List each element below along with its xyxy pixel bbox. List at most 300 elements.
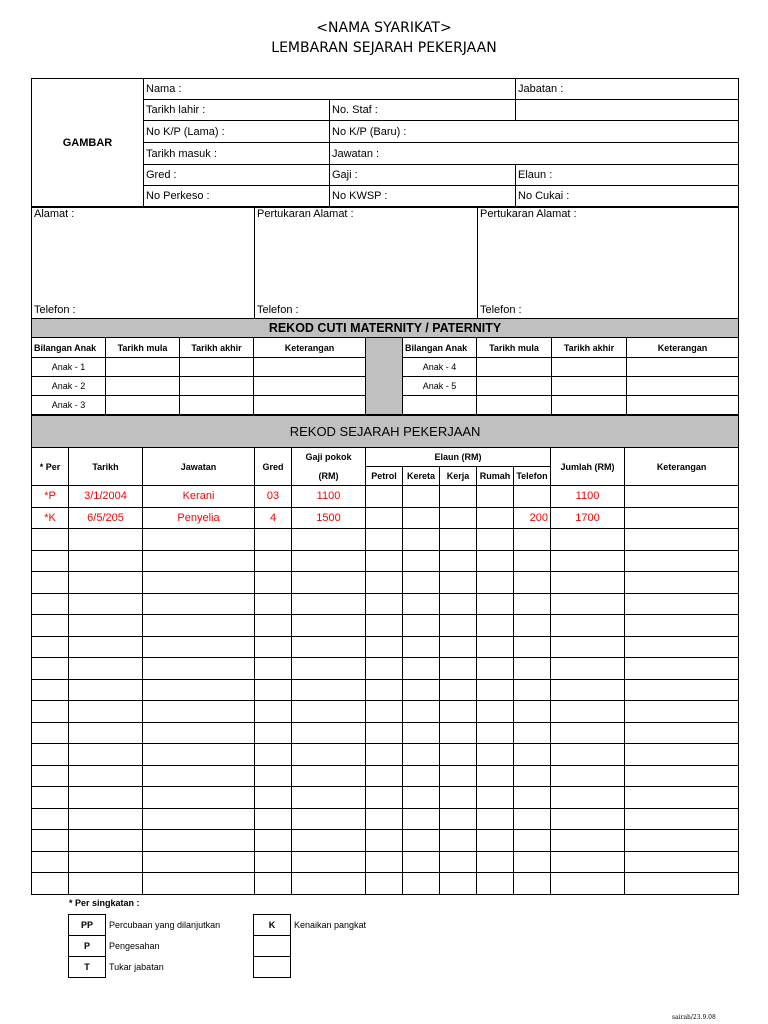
cell-telefon[interactable] bbox=[514, 765, 551, 787]
cell-jumlah[interactable] bbox=[551, 808, 625, 830]
cell-telefon[interactable] bbox=[514, 851, 551, 873]
cell-jawatan[interactable]: Penyelia bbox=[143, 507, 255, 529]
cell-petrol[interactable] bbox=[366, 658, 403, 680]
maternity-cell[interactable] bbox=[254, 377, 366, 396]
cell-gaji[interactable] bbox=[292, 550, 366, 572]
history-row-empty bbox=[32, 873, 739, 895]
cell-tarikh[interactable] bbox=[69, 830, 143, 852]
cell-kerja[interactable] bbox=[440, 765, 477, 787]
cell-kerja[interactable] bbox=[440, 529, 477, 551]
col-bilangan-anak: Bilangan Anak bbox=[32, 338, 106, 358]
photo-box[interactable] bbox=[32, 79, 144, 207]
maternity-cell[interactable] bbox=[106, 396, 180, 415]
cell-gred[interactable] bbox=[255, 636, 292, 658]
legend-desc: Tukar jabatan bbox=[109, 962, 164, 972]
field-no-kwsp[interactable]: No KWSP : bbox=[330, 186, 516, 207]
cell-kereta[interactable] bbox=[403, 636, 440, 658]
field-no-kp-baru[interactable]: No K/P (Baru) : bbox=[330, 121, 739, 143]
maternity-cell[interactable] bbox=[180, 358, 254, 377]
cell-per[interactable] bbox=[32, 851, 69, 873]
maternity-cell[interactable] bbox=[627, 358, 739, 377]
cell-gaji[interactable] bbox=[292, 744, 366, 766]
cell-petrol[interactable] bbox=[366, 593, 403, 615]
cell-kerja[interactable] bbox=[440, 550, 477, 572]
cell-rumah[interactable] bbox=[477, 808, 514, 830]
cell-per[interactable] bbox=[32, 679, 69, 701]
cell-jawatan[interactable] bbox=[143, 529, 255, 551]
cell-gred[interactable] bbox=[255, 851, 292, 873]
history-title: REKOD SEJARAH PEKERJAAN bbox=[32, 416, 739, 448]
cell-gaji[interactable]: 1500 bbox=[292, 507, 366, 529]
anak-label: Anak - 1 bbox=[32, 358, 106, 377]
cell-telefon[interactable] bbox=[514, 679, 551, 701]
field-nama[interactable]: Nama : bbox=[144, 79, 516, 100]
cell-jumlah[interactable] bbox=[551, 529, 625, 551]
maternity-cell[interactable] bbox=[180, 396, 254, 415]
maternity-cell[interactable] bbox=[552, 396, 627, 415]
cell-tarikh[interactable] bbox=[69, 873, 143, 895]
cell-gaji[interactable] bbox=[292, 722, 366, 744]
cell-jawatan[interactable] bbox=[143, 873, 255, 895]
cell-kerja[interactable] bbox=[440, 851, 477, 873]
cell-jawatan[interactable] bbox=[143, 636, 255, 658]
cell-telefon[interactable] bbox=[514, 830, 551, 852]
cell-telefon[interactable] bbox=[514, 550, 551, 572]
cell-rumah[interactable] bbox=[477, 851, 514, 873]
cell-keterangan[interactable] bbox=[625, 529, 739, 551]
cell-kereta[interactable] bbox=[403, 679, 440, 701]
cell-per[interactable]: *K bbox=[32, 507, 69, 529]
maternity-cell[interactable] bbox=[552, 358, 627, 377]
maternity-cell[interactable] bbox=[180, 377, 254, 396]
field-no-staf[interactable]: No. Staf : bbox=[330, 100, 516, 121]
cell-jawatan[interactable] bbox=[143, 679, 255, 701]
cell-keterangan[interactable] bbox=[625, 636, 739, 658]
cell-telefon[interactable] bbox=[514, 808, 551, 830]
cell-jawatan[interactable] bbox=[143, 550, 255, 572]
cell-petrol[interactable] bbox=[366, 550, 403, 572]
history-row bbox=[32, 507, 739, 529]
cell-petrol[interactable] bbox=[366, 787, 403, 809]
col-jumlah: Jumlah (RM) bbox=[551, 448, 625, 486]
cell-gred[interactable] bbox=[255, 572, 292, 594]
field-tarikh-masuk[interactable]: Tarikh masuk : bbox=[144, 143, 330, 165]
cell-kerja[interactable] bbox=[440, 744, 477, 766]
cell-telefon[interactable] bbox=[514, 873, 551, 895]
cell-jumlah[interactable] bbox=[551, 851, 625, 873]
cell-telefon[interactable] bbox=[514, 529, 551, 551]
cell-rumah[interactable] bbox=[477, 550, 514, 572]
cell-petrol[interactable] bbox=[366, 636, 403, 658]
cell-tarikh[interactable] bbox=[69, 529, 143, 551]
cell-keterangan[interactable] bbox=[625, 615, 739, 637]
cell-tarikh[interactable] bbox=[69, 787, 143, 809]
cell-per[interactable] bbox=[32, 615, 69, 637]
cell-petrol[interactable] bbox=[366, 765, 403, 787]
cell-jawatan[interactable] bbox=[143, 808, 255, 830]
cell-keterangan[interactable] bbox=[625, 679, 739, 701]
cell-tarikh[interactable] bbox=[69, 615, 143, 637]
cell-petrol[interactable] bbox=[366, 722, 403, 744]
cell-gred[interactable] bbox=[255, 529, 292, 551]
cell-petrol[interactable] bbox=[366, 679, 403, 701]
maternity-cell[interactable] bbox=[254, 358, 366, 377]
cell-keterangan[interactable] bbox=[625, 830, 739, 852]
cell-per[interactable] bbox=[32, 873, 69, 895]
maternity-cell[interactable] bbox=[477, 396, 552, 415]
cell-keterangan[interactable] bbox=[625, 808, 739, 830]
cell-tarikh[interactable]: 3/1/2004 bbox=[69, 486, 143, 508]
cell-petrol[interactable] bbox=[366, 486, 403, 508]
cell-jawatan[interactable]: Kerani bbox=[143, 486, 255, 508]
cell-kerja[interactable] bbox=[440, 615, 477, 637]
cell-petrol[interactable] bbox=[366, 808, 403, 830]
cell-telefon[interactable] bbox=[514, 658, 551, 680]
cell-keterangan[interactable] bbox=[625, 507, 739, 529]
cell-tarikh[interactable] bbox=[69, 722, 143, 744]
cell-rumah[interactable] bbox=[477, 636, 514, 658]
cell-kereta[interactable] bbox=[403, 658, 440, 680]
cell-jumlah[interactable] bbox=[551, 679, 625, 701]
cell-kerja[interactable] bbox=[440, 507, 477, 529]
cell-jumlah[interactable] bbox=[551, 701, 625, 723]
cell-gaji[interactable] bbox=[292, 830, 366, 852]
history-table bbox=[31, 415, 739, 895]
cell-gred[interactable] bbox=[255, 787, 292, 809]
cell-per[interactable] bbox=[32, 529, 69, 551]
cell-jawatan[interactable] bbox=[143, 701, 255, 723]
cell-kereta[interactable] bbox=[403, 701, 440, 723]
cell-jawatan[interactable] bbox=[143, 658, 255, 680]
cell-jumlah[interactable] bbox=[551, 873, 625, 895]
cell-petrol[interactable] bbox=[366, 830, 403, 852]
cell-kerja[interactable] bbox=[440, 679, 477, 701]
cell-rumah[interactable] bbox=[477, 744, 514, 766]
history-row-empty bbox=[32, 658, 739, 680]
cell-gred[interactable] bbox=[255, 701, 292, 723]
cell-jumlah[interactable] bbox=[551, 787, 625, 809]
telefon-label: Telefon : bbox=[257, 304, 299, 316]
cell-gred[interactable]: 03 bbox=[255, 486, 292, 508]
cell-petrol[interactable] bbox=[366, 873, 403, 895]
cell-kereta[interactable] bbox=[403, 615, 440, 637]
cell-gred[interactable] bbox=[255, 744, 292, 766]
cell-jumlah[interactable] bbox=[551, 722, 625, 744]
cell-tarikh[interactable] bbox=[69, 593, 143, 615]
cell-kerja[interactable] bbox=[440, 572, 477, 594]
cell-jawatan[interactable] bbox=[143, 615, 255, 637]
cell-keterangan[interactable] bbox=[625, 572, 739, 594]
cell-gred[interactable] bbox=[255, 658, 292, 680]
cell-tarikh[interactable] bbox=[69, 572, 143, 594]
cell-kereta[interactable] bbox=[403, 808, 440, 830]
cell-keterangan[interactable] bbox=[625, 486, 739, 508]
address-box[interactable] bbox=[32, 208, 255, 319]
cell-kereta[interactable] bbox=[403, 744, 440, 766]
cell-kereta[interactable] bbox=[403, 529, 440, 551]
cell-telefon[interactable] bbox=[514, 615, 551, 637]
cell-kerja[interactable] bbox=[440, 787, 477, 809]
cell-gaji[interactable] bbox=[292, 701, 366, 723]
cell-rumah[interactable] bbox=[477, 765, 514, 787]
cell-jawatan[interactable] bbox=[143, 593, 255, 615]
cell-tarikh[interactable] bbox=[69, 744, 143, 766]
cell-rumah[interactable] bbox=[477, 722, 514, 744]
col-tarikh: Tarikh bbox=[69, 448, 143, 486]
history-row-empty bbox=[32, 851, 739, 873]
legend-desc: Kenaikan pangkat bbox=[294, 920, 367, 930]
cell-jawatan[interactable] bbox=[143, 830, 255, 852]
cell-gaji[interactable] bbox=[292, 529, 366, 551]
cell-gred[interactable]: 4 bbox=[255, 507, 292, 529]
cell-jumlah[interactable] bbox=[551, 744, 625, 766]
cell-per[interactable] bbox=[32, 830, 69, 852]
cell-per[interactable]: *P bbox=[32, 486, 69, 508]
legend-code: PP bbox=[69, 915, 106, 936]
cell-gaji[interactable] bbox=[292, 636, 366, 658]
cell-rumah[interactable] bbox=[477, 701, 514, 723]
cell-gaji[interactable] bbox=[292, 658, 366, 680]
history-row-empty bbox=[32, 830, 739, 852]
col-kerja: Kerja bbox=[440, 467, 477, 486]
cell-keterangan[interactable] bbox=[625, 787, 739, 809]
cell-gred[interactable] bbox=[255, 593, 292, 615]
field-no-perkeso[interactable]: No Perkeso : bbox=[144, 186, 330, 207]
legend-desc: Percubaan yang dilanjutkan bbox=[109, 920, 221, 930]
legend-code: P bbox=[69, 936, 106, 957]
history-row-empty bbox=[32, 615, 739, 637]
cell-kerja[interactable] bbox=[440, 873, 477, 895]
cell-kereta[interactable] bbox=[403, 765, 440, 787]
cell-jawatan[interactable] bbox=[143, 765, 255, 787]
cell-per[interactable] bbox=[32, 658, 69, 680]
cell-kerja[interactable] bbox=[440, 593, 477, 615]
col-tarikh-mula: Tarikh mula bbox=[106, 338, 180, 358]
cell-gred[interactable] bbox=[255, 615, 292, 637]
cell-kerja[interactable] bbox=[440, 486, 477, 508]
cell-gaji[interactable] bbox=[292, 851, 366, 873]
cell-rumah[interactable] bbox=[477, 615, 514, 637]
cell-per[interactable] bbox=[32, 550, 69, 572]
cell-rumah[interactable] bbox=[477, 593, 514, 615]
cell-kereta[interactable] bbox=[403, 830, 440, 852]
cell-gaji[interactable] bbox=[292, 808, 366, 830]
cell-tarikh[interactable] bbox=[69, 851, 143, 873]
cell-kereta[interactable] bbox=[403, 507, 440, 529]
cell-kerja[interactable] bbox=[440, 830, 477, 852]
anak-label bbox=[403, 396, 477, 415]
cell-jawatan[interactable] bbox=[143, 722, 255, 744]
cell-jumlah[interactable]: 1700 bbox=[551, 507, 625, 529]
cell-kereta[interactable] bbox=[403, 572, 440, 594]
cell-kerja[interactable] bbox=[440, 636, 477, 658]
cell-petrol[interactable] bbox=[366, 744, 403, 766]
field-jabatan[interactable]: Jabatan : bbox=[516, 79, 739, 100]
cell-jumlah[interactable] bbox=[551, 593, 625, 615]
cell-petrol[interactable] bbox=[366, 615, 403, 637]
cell-per[interactable] bbox=[32, 787, 69, 809]
cell-rumah[interactable] bbox=[477, 873, 514, 895]
col-bilangan-anak: Bilangan Anak bbox=[403, 338, 477, 358]
history-row-empty bbox=[32, 765, 739, 787]
cell-kerja[interactable] bbox=[440, 658, 477, 680]
cell-tarikh[interactable] bbox=[69, 765, 143, 787]
cell-tarikh[interactable] bbox=[69, 679, 143, 701]
cell-tarikh[interactable] bbox=[69, 701, 143, 723]
cell-petrol[interactable] bbox=[366, 529, 403, 551]
cell-per[interactable] bbox=[32, 808, 69, 830]
cell-keterangan[interactable] bbox=[625, 873, 739, 895]
cell-petrol[interactable] bbox=[366, 572, 403, 594]
cell-rumah[interactable] bbox=[477, 486, 514, 508]
cell-jumlah[interactable] bbox=[551, 550, 625, 572]
cell-keterangan[interactable] bbox=[625, 658, 739, 680]
field-blank[interactable] bbox=[516, 100, 739, 121]
cell-kereta[interactable] bbox=[403, 787, 440, 809]
cell-gaji[interactable] bbox=[292, 593, 366, 615]
cell-jawatan[interactable] bbox=[143, 572, 255, 594]
maternity-cell[interactable] bbox=[477, 358, 552, 377]
cell-telefon[interactable] bbox=[514, 744, 551, 766]
col-rumah: Rumah bbox=[477, 467, 514, 486]
legend-desc bbox=[291, 957, 411, 978]
cell-jawatan[interactable] bbox=[143, 851, 255, 873]
cell-jumlah[interactable] bbox=[551, 658, 625, 680]
alamat-label: Alamat : bbox=[34, 208, 75, 220]
cell-kereta[interactable] bbox=[403, 873, 440, 895]
cell-gaji[interactable] bbox=[292, 787, 366, 809]
cell-rumah[interactable] bbox=[477, 572, 514, 594]
cell-telefon[interactable] bbox=[514, 722, 551, 744]
history-row-empty bbox=[32, 593, 739, 615]
field-jawatan[interactable]: Jawatan : bbox=[330, 143, 739, 165]
field-no-kp-lama[interactable]: No K/P (Lama) : bbox=[144, 121, 330, 143]
cell-gred[interactable] bbox=[255, 808, 292, 830]
maternity-cell[interactable] bbox=[627, 377, 739, 396]
photo-label: GAMBAR bbox=[62, 136, 113, 149]
cell-telefon[interactable] bbox=[514, 486, 551, 508]
cell-keterangan[interactable] bbox=[625, 765, 739, 787]
cell-tarikh[interactable] bbox=[69, 550, 143, 572]
field-tarikh-lahir[interactable]: Tarikh lahir : bbox=[144, 100, 330, 121]
cell-per[interactable] bbox=[32, 593, 69, 615]
cell-gaji[interactable] bbox=[292, 873, 366, 895]
address-change-box-2[interactable] bbox=[478, 208, 739, 319]
cell-keterangan[interactable] bbox=[625, 851, 739, 873]
maternity-cell[interactable] bbox=[477, 377, 552, 396]
cell-keterangan[interactable] bbox=[625, 722, 739, 744]
field-gred[interactable]: Gred : bbox=[144, 165, 330, 186]
cell-keterangan[interactable] bbox=[625, 593, 739, 615]
cell-jumlah[interactable] bbox=[551, 615, 625, 637]
cell-telefon[interactable] bbox=[514, 572, 551, 594]
maternity-cell[interactable] bbox=[552, 377, 627, 396]
cell-keterangan[interactable] bbox=[625, 744, 739, 766]
cell-gred[interactable] bbox=[255, 722, 292, 744]
cell-kereta[interactable] bbox=[403, 851, 440, 873]
cell-jawatan[interactable] bbox=[143, 787, 255, 809]
anak-label: Anak - 4 bbox=[403, 358, 477, 377]
field-elaun[interactable]: Elaun : bbox=[516, 165, 739, 186]
cell-telefon[interactable] bbox=[514, 787, 551, 809]
maternity-cell[interactable] bbox=[627, 396, 739, 415]
cell-kerja[interactable] bbox=[440, 808, 477, 830]
cell-kerja[interactable] bbox=[440, 701, 477, 723]
cell-gaji[interactable] bbox=[292, 615, 366, 637]
cell-jumlah[interactable] bbox=[551, 636, 625, 658]
cell-keterangan[interactable] bbox=[625, 701, 739, 723]
cell-jumlah[interactable] bbox=[551, 765, 625, 787]
cell-rumah[interactable] bbox=[477, 529, 514, 551]
cell-jawatan[interactable] bbox=[143, 744, 255, 766]
cell-rumah[interactable] bbox=[477, 787, 514, 809]
cell-per[interactable] bbox=[32, 636, 69, 658]
cell-rumah[interactable] bbox=[477, 658, 514, 680]
field-no-cukai[interactable]: No Cukai : bbox=[516, 186, 739, 207]
cell-per[interactable] bbox=[32, 744, 69, 766]
cell-gaji[interactable] bbox=[292, 572, 366, 594]
cell-jumlah[interactable] bbox=[551, 830, 625, 852]
cell-kereta[interactable] bbox=[403, 593, 440, 615]
cell-rumah[interactable] bbox=[477, 679, 514, 701]
cell-per[interactable] bbox=[32, 572, 69, 594]
cell-per[interactable] bbox=[32, 765, 69, 787]
cell-rumah[interactable] bbox=[477, 507, 514, 529]
cell-kerja[interactable] bbox=[440, 722, 477, 744]
cell-gred[interactable] bbox=[255, 830, 292, 852]
footer-note: sairah/23.9.08 bbox=[672, 1014, 716, 1021]
cell-telefon[interactable] bbox=[514, 701, 551, 723]
address-change-box-1[interactable] bbox=[255, 208, 478, 319]
cell-tarikh[interactable] bbox=[69, 808, 143, 830]
maternity-cell[interactable] bbox=[106, 358, 180, 377]
cell-kereta[interactable] bbox=[403, 722, 440, 744]
col-kereta: Kereta bbox=[403, 467, 440, 486]
cell-gred[interactable] bbox=[255, 765, 292, 787]
cell-kereta[interactable] bbox=[403, 550, 440, 572]
field-gaji[interactable]: Gaji : bbox=[330, 165, 516, 186]
cell-gaji[interactable]: 1100 bbox=[292, 486, 366, 508]
cell-rumah[interactable] bbox=[477, 830, 514, 852]
cell-gaji[interactable] bbox=[292, 765, 366, 787]
cell-per[interactable] bbox=[32, 701, 69, 723]
cell-jumlah[interactable]: 1100 bbox=[551, 486, 625, 508]
cell-jumlah[interactable] bbox=[551, 572, 625, 594]
cell-petrol[interactable] bbox=[366, 851, 403, 873]
maternity-cell[interactable] bbox=[254, 396, 366, 415]
maternity-cell[interactable] bbox=[106, 377, 180, 396]
cell-gaji[interactable] bbox=[292, 679, 366, 701]
cell-gred[interactable] bbox=[255, 550, 292, 572]
cell-tarikh[interactable]: 6/5/205 bbox=[69, 507, 143, 529]
history-row-empty bbox=[32, 722, 739, 744]
cell-keterangan[interactable] bbox=[625, 550, 739, 572]
history-row-empty bbox=[32, 550, 739, 572]
cell-gred[interactable] bbox=[255, 873, 292, 895]
cell-petrol[interactable] bbox=[366, 701, 403, 723]
cell-per[interactable] bbox=[32, 722, 69, 744]
cell-telefon[interactable]: 200 bbox=[514, 507, 551, 529]
history-row-empty bbox=[32, 808, 739, 830]
cell-telefon[interactable] bbox=[514, 593, 551, 615]
cell-tarikh[interactable] bbox=[69, 636, 143, 658]
cell-telefon[interactable] bbox=[514, 636, 551, 658]
cell-gred[interactable] bbox=[255, 679, 292, 701]
cell-petrol[interactable] bbox=[366, 507, 403, 529]
telefon-label: Telefon : bbox=[34, 304, 76, 316]
cell-tarikh[interactable] bbox=[69, 658, 143, 680]
cell-kereta[interactable] bbox=[403, 486, 440, 508]
